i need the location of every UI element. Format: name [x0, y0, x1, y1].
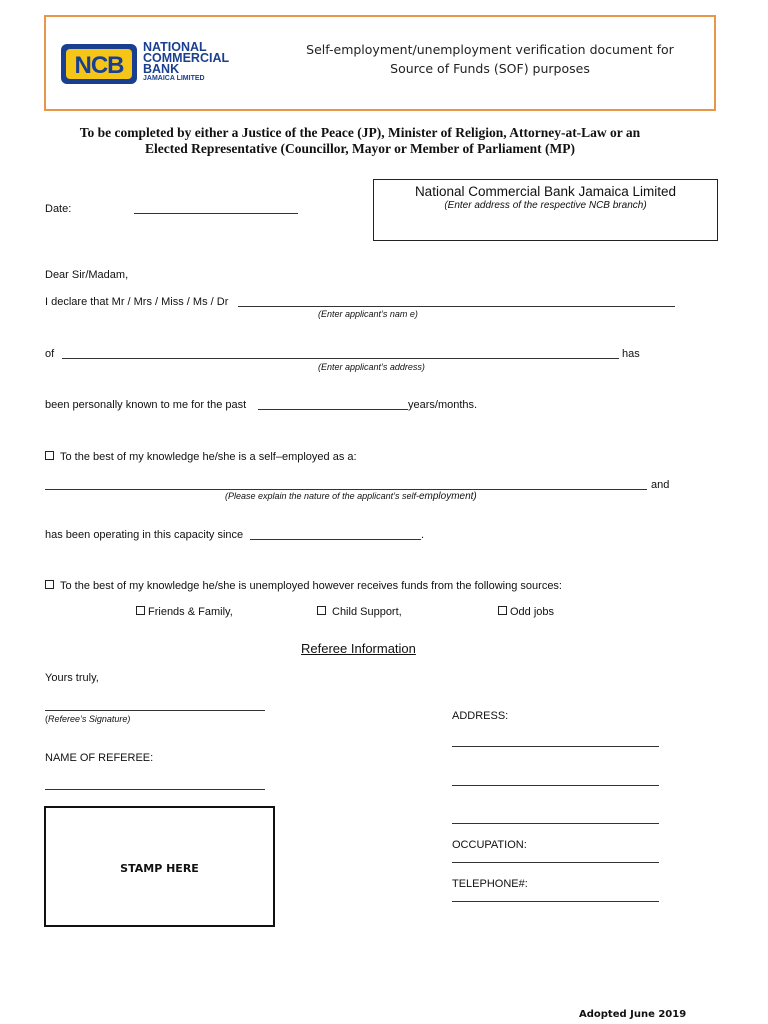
- date-field[interactable]: [134, 213, 298, 214]
- known-prefix: been personally known to me for the past: [45, 399, 247, 411]
- referee-signature-field[interactable]: [45, 710, 265, 711]
- nature-hint-b: employment): [418, 491, 477, 502]
- of-label: of: [45, 348, 55, 360]
- operating-period: .: [421, 529, 425, 541]
- source-child-support: [317, 606, 402, 618]
- telephone-label: TELEPHONE#:: [452, 878, 528, 890]
- nature-hint: [225, 491, 477, 502]
- stamp-box: [44, 806, 275, 927]
- instructions-line-2: Elected Representative (Councillor, Mayor or Member of Parliament (MP): [144, 141, 576, 156]
- svg-text:NCB: NCB: [74, 52, 124, 79]
- applicant-name-field[interactable]: [238, 306, 675, 307]
- referee-name-label: NAME OF REFEREE:: [45, 752, 154, 764]
- nature-hint-a: (Please explain the nature of the applicant’s self-: [225, 491, 419, 501]
- signature-hint-paren: (: [45, 714, 48, 724]
- title-line-1: Self-employment/unemployment verification document for: [306, 42, 674, 57]
- self-employed-checkbox[interactable]: [45, 451, 54, 460]
- referee-address-line-1[interactable]: [452, 746, 659, 747]
- signature-hint-text: Referee’s Signature): [48, 714, 131, 724]
- source-friends-family: [136, 606, 233, 618]
- declare-label: I declare that Mr / Mrs / Miss / Ms / Dr: [45, 296, 229, 308]
- referee-name-field[interactable]: [45, 789, 265, 790]
- unemployed-checkbox[interactable]: [45, 580, 54, 589]
- bank-name: National Commercial Bank Jamaica Limited: [414, 184, 677, 199]
- friends-family-checkbox[interactable]: [136, 606, 145, 615]
- known-duration-field[interactable]: [258, 409, 408, 410]
- applicant-name-hint: (Enter applicant’s nam e): [318, 309, 418, 319]
- referee-telephone-field[interactable]: [452, 901, 659, 902]
- self-employment-nature-field[interactable]: [45, 489, 647, 490]
- yours-truly: Yours truly,: [45, 672, 99, 684]
- odd-jobs-label: Odd jobs: [510, 606, 555, 618]
- referee-address-line-3[interactable]: [452, 823, 659, 824]
- applicant-address-hint: (Enter applicant’s address): [318, 362, 425, 372]
- operating-since-field[interactable]: [250, 539, 421, 540]
- document-title: [295, 40, 685, 78]
- occupation-label: OCCUPATION:: [452, 839, 527, 851]
- operating-since-label: has been operating in this capacity since: [45, 529, 244, 541]
- friends-family-label: Friends & Family,: [148, 606, 233, 618]
- date-label: Date:: [45, 203, 72, 215]
- self-employed-option: [45, 451, 357, 463]
- logo-line-bank: BANK: [143, 62, 180, 76]
- referee-heading: Referee Information: [301, 641, 416, 656]
- footer-adopted: Adopted June 2019: [579, 1009, 687, 1020]
- ncb-monogram-icon: [60, 40, 140, 88]
- has-label: has: [622, 348, 640, 360]
- unemployed-label: To the best of my knowledge he/she is unemployed however receives funds from the following sources:: [60, 580, 562, 592]
- and-label: and: [651, 479, 670, 491]
- child-support-label: Child Support,: [332, 606, 402, 618]
- logo-line-jamaica: JAMAICA LIMITED: [143, 75, 205, 82]
- unemployed-option: [45, 580, 562, 592]
- address-label: ADDRESS:: [452, 710, 509, 722]
- signature-hint: [45, 714, 130, 724]
- instructions-line-1: To be completed by either a Justice of the Peace (JP), Minister of Religion, Attorney-at-Law or an: [79, 125, 641, 140]
- greeting: Dear Sir/Madam,: [45, 269, 129, 281]
- title-line-2: Source of Funds (SOF) purposes: [390, 61, 590, 76]
- bank-address-box[interactable]: [373, 179, 718, 241]
- logo-line-commercial: COMMERCIAL: [143, 51, 230, 65]
- applicant-address-field[interactable]: [62, 358, 619, 359]
- self-employed-label: To the best of my knowledge he/she is a self–employed as a:: [60, 451, 357, 463]
- known-suffix: years/months.: [408, 399, 478, 411]
- referee-occupation-field[interactable]: [452, 862, 659, 863]
- stamp-label: STAMP HERE: [120, 862, 199, 875]
- odd-jobs-checkbox[interactable]: [498, 606, 507, 615]
- ncb-logo: [60, 40, 250, 92]
- logo-line-national: NATIONAL: [143, 40, 207, 54]
- bank-address-hint: (Enter address of the respective NCB branch): [444, 200, 647, 211]
- source-odd-jobs: [498, 606, 554, 618]
- child-support-checkbox[interactable]: [317, 606, 326, 615]
- instructions: [40, 125, 680, 157]
- referee-address-line-2[interactable]: [452, 785, 659, 786]
